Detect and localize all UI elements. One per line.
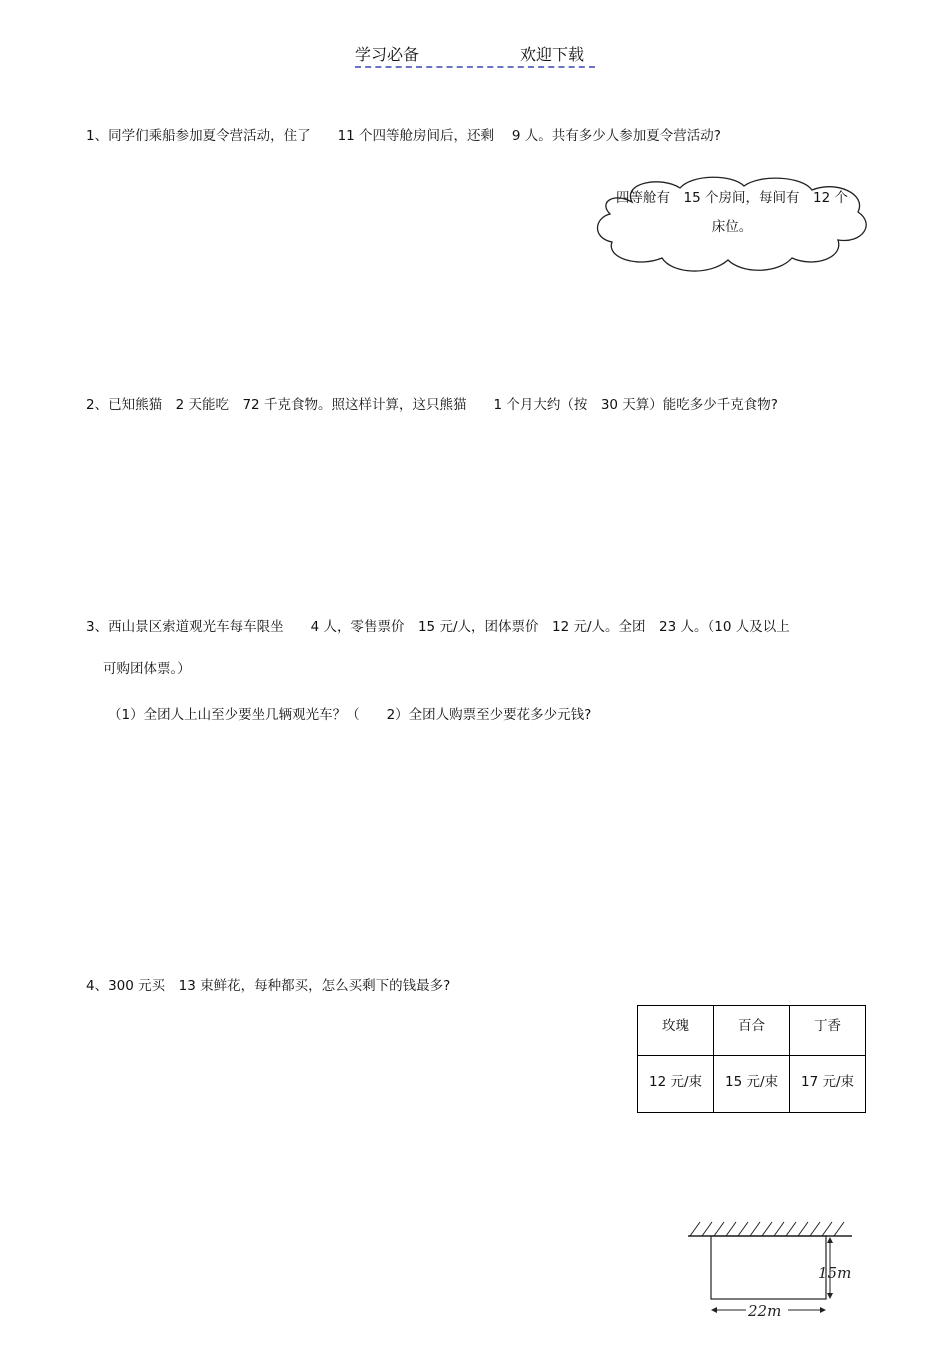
flower-price-table xyxy=(637,1005,866,1113)
rectangle-wall-figure xyxy=(684,1218,856,1326)
question-4-text: 4、300 元买 13 束鲜花，每种都买，怎么买剩下的钱最多? xyxy=(86,978,451,994)
question-3-line-2: 可购团体票。） xyxy=(103,661,191,677)
table-price-row xyxy=(638,1056,866,1113)
figure-height-label: 15m xyxy=(818,1264,852,1282)
question-3-subquestions: （1）全团人上山至少要坐几辆观光车？（ 2）全团人购票至少要花多少元钱? xyxy=(108,707,592,723)
figure-width-label: 22m xyxy=(748,1302,782,1320)
table-price-cell: 15 元/束 xyxy=(714,1056,790,1113)
cloud-text-line-1: 四等舱有 15 个房间，每间有 12 个 xyxy=(616,190,848,206)
header-right-text: 欢迎下载 xyxy=(520,45,585,64)
header-left-text: 学习必备 xyxy=(355,45,420,64)
table-price-cell: 12 元/束 xyxy=(638,1056,714,1113)
table-header-cell: 玫瑰 xyxy=(638,1006,714,1056)
question-1-text: 1、同学们乘船参加夏令营活动，住了 11 个四等舱房间后，还剩 9 人。共有多少人参加夏令营活动? xyxy=(86,128,721,144)
page-header xyxy=(355,42,595,68)
cloud-text-line-2: 床位。 xyxy=(711,219,753,235)
table-header-cell: 丁香 xyxy=(790,1006,866,1056)
table-header-row xyxy=(638,1006,866,1056)
question-3-line-1: 3、西山景区索道观光车每车限坐 4 人，零售票价 15 元/人，团体票价 12 元/人。全团 23 人。（10 人及以上 xyxy=(86,619,790,635)
table-header-cell: 百合 xyxy=(714,1006,790,1056)
question-2-text: 2、已知熊猫 2 天能吃 72 千克食物。照这样计算，这只熊猫 1 个月大约（按 30 天算）能吃多少千克食物? xyxy=(86,397,778,413)
table-price-cell: 17 元/束 xyxy=(790,1056,866,1113)
